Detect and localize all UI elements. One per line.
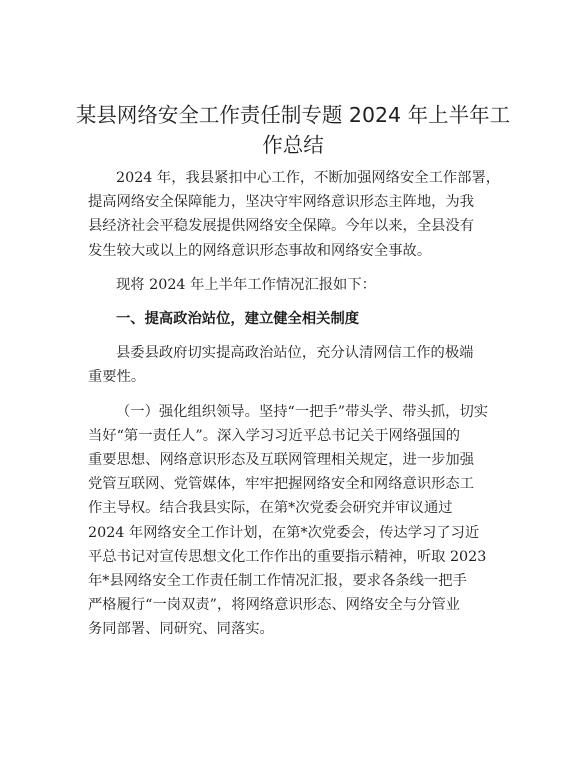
- title-line: 某县网络安全工作责任制专题 2024 年上半年工: [75, 103, 511, 127]
- paragraph-line: 2024 年，我县紧扣中心工作，不断加强网络安全工作部署，: [116, 170, 501, 186]
- paragraph-line: 2024 年网络安全工作计划，在第*次党委会，传达学习了习近: [88, 524, 480, 541]
- paragraph-line: 党管互联网、党管媒体，牢牢把握网络安全和网络意识形态工: [88, 476, 475, 493]
- title-line: 作总结: [262, 133, 324, 157]
- section-paragraph: [88, 400, 500, 642]
- paragraph-line: 作主导权。结合我县实际，在第*次党委会研究并审议通过: [88, 500, 453, 517]
- paragraph-line: 严格履行“一岗双责”，将网络意识形态、网络安全与分管业: [88, 597, 461, 614]
- paragraph-line: 县经济社会平稳发展提供网络安全保障。今年以来，全县没有: [88, 218, 475, 235]
- paragraph-line: 重要性。: [88, 369, 146, 386]
- paragraph-line: 县委县政府切实提高政治站位，充分认清网信工作的极端: [116, 345, 474, 362]
- paragraph-line: 提高网络安全保障能力，坚决守牢网络意识形态主阵地，为我: [88, 194, 475, 211]
- paragraph-line: 现将 2024 年上半年工作情况汇报如下：: [116, 276, 376, 293]
- paragraph-line: 平总书记对宣传思想文化工作作出的重要指示精神，听取 2023: [88, 548, 487, 565]
- paragraph-line: 年*县网络安全工作责任制工作情况汇报，要求各条线一把手: [88, 573, 467, 590]
- paragraph-line: （一）强化组织领导。坚持“一把手”带头学、带头抓，切实: [116, 403, 489, 420]
- section-paragraph: [88, 341, 500, 389]
- report-intro-paragraph: [88, 273, 500, 297]
- document-body: [88, 166, 500, 642]
- paragraph-line: 务同部署、同研究、同落实。: [88, 621, 274, 638]
- paragraph-line: 发生较大或以上的网络意识形态事故和网络安全事故。: [88, 242, 432, 259]
- document-title: [70, 100, 516, 160]
- paragraph-line: 当好“第一责任人”。深入学习习近平总书记关于网络强国的: [88, 427, 461, 444]
- intro-paragraph: [88, 166, 500, 263]
- section-heading: 一、提高政治站位，建立健全相关制度: [116, 311, 360, 328]
- paragraph-line: 重要思想、网络意识形态及互联网管理相关规定，进一步加强: [88, 452, 475, 469]
